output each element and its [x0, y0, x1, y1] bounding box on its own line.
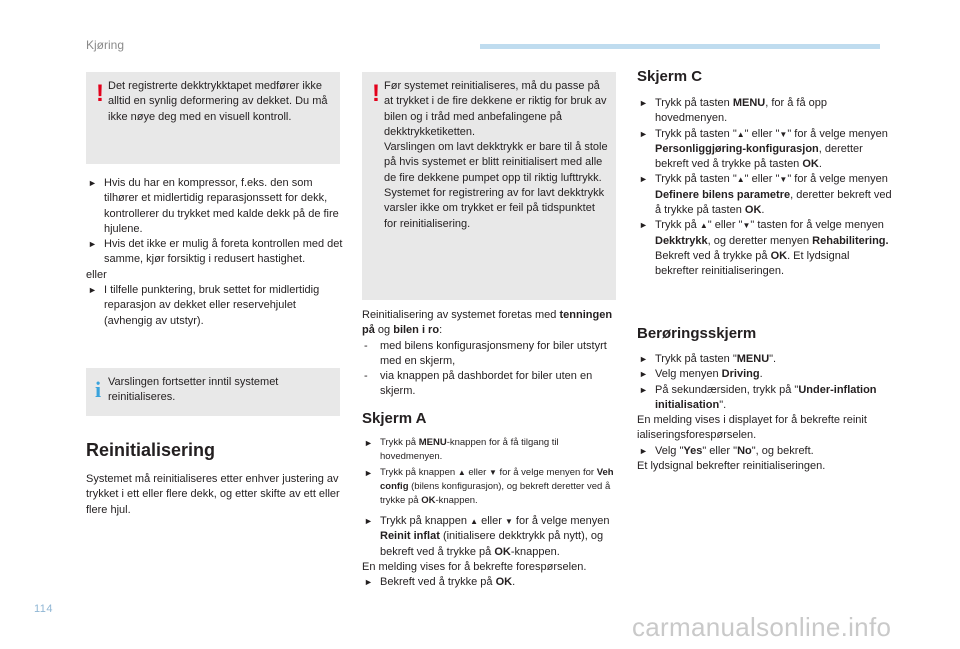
up-arrow-icon: ▲ — [470, 517, 479, 526]
confirm-message: En melding vises i displayet for å bekrefte reinit ialiseringsforespørselen. — [637, 414, 867, 442]
list-item: ► Trykk på MENU-knappen for å få tilgang til hovedmenyen. — [364, 437, 559, 462]
down-arrow-icon: ▼ — [488, 468, 497, 477]
arrow-bullet-icon: ► — [639, 369, 648, 380]
list-item: ► Trykk på tasten "▲" eller "▼" for å velge menyen Definere bilens parametre, deretter bekreft ved å trykke på tasten OK. — [639, 173, 892, 217]
up-arrow-icon: ▲ — [699, 221, 708, 231]
warning-box-left — [86, 72, 340, 164]
arrow-bullet-icon: ► — [88, 239, 97, 250]
page-number: 114 — [34, 603, 54, 615]
or-text: eller — [86, 268, 107, 281]
list-item: ► Trykk på knappen ▲ eller ▼ for å velge menyen Reinit inflat (initialisere dekktrykk på nytt), og bekreft ved å trykke på OK-knappen. — [364, 515, 610, 558]
arrow-bullet-icon: ► — [639, 128, 648, 139]
methods-intro: Reinitialisering av systemet foretas med tenningen på og bilen i ro: — [362, 309, 613, 337]
confirm-message: En melding vises for å bekrefte forespørselen. — [362, 560, 587, 573]
list-item: ► Hvis det ikke er mulig å foreta kontrollen med det samme, kjør forsiktig i redusert hastighet. — [88, 238, 343, 266]
list-item: ► På sekundærsiden, trykk på "Under-inflation initialisation". — [639, 383, 877, 411]
arrow-bullet-icon: ► — [88, 285, 97, 296]
warning-paragraph: Varslingen om lavt dekktrykk er bare til å stole på hvis systemet er blitt reinitialisert med alle de fire dekkene pumpet opp til riktig lufttrykk. — [384, 141, 608, 184]
up-arrow-icon: ▲ — [736, 175, 745, 185]
list-item: ► Hvis du har en kompressor, f.eks. den som tilhører et midlertidig reparasjonssett for dekk, kontrollerer du trykket med kalde dekk på de fire hjulene. — [88, 177, 339, 235]
down-arrow-icon: ▼ — [504, 517, 513, 526]
down-arrow-icon: ▼ — [742, 221, 751, 231]
list-item: ► Bekreft ved å trykke på OK. — [362, 575, 620, 590]
screen-a-steps — [362, 436, 620, 590]
info-text: Varslingen fortsetter inntil systemet reinitialiseres. — [108, 376, 279, 404]
warning-paragraph: Før systemet reinitialiseres, må du passe på at trykket i de fire dekkene er riktig for bruk av bilen og i tråd med anbefalingene på dekktrykketiketten. — [384, 80, 607, 138]
arrow-bullet-icon: ► — [639, 98, 648, 108]
warning-box-mid — [362, 72, 616, 300]
arrow-bullet-icon: ► — [639, 354, 648, 364]
list-item: ► Velg "Yes" eller "No", og bekreft. — [637, 444, 893, 459]
arrow-bullet-icon: ► — [639, 445, 648, 456]
end-text: Et lydsignal bekrefter reinitialiseringen. — [637, 460, 826, 473]
touchscreen-steps — [637, 352, 893, 474]
warning-text: Det registrerte dekktrykktapet medfører ikke alltid en synlig deformering av dekket. Du må ikke nøye deg med en visuell kontroll. — [108, 80, 328, 123]
reinit-methods — [362, 308, 618, 400]
down-arrow-icon: ▼ — [779, 129, 788, 139]
list-item: ► Trykk på knappen ▲ eller ▼ for å velge menyen for Veh config (bilens konfigurasjon), og bekreft deretter ved å trykke på OK-knappen. — [364, 467, 614, 506]
down-arrow-icon: ▼ — [779, 175, 788, 185]
up-arrow-icon: ▲ — [736, 129, 745, 139]
list-item: ► Trykk på tasten "MENU". — [637, 352, 893, 367]
arrow-bullet-icon: ► — [364, 516, 373, 526]
info-icon: i — [95, 377, 102, 402]
info-box-left — [86, 368, 340, 416]
arrow-bullet-icon: ► — [639, 174, 648, 185]
reinit-body: Systemet må reinitialiseres etter enhver justering av trykket i ett eller flere dekk, og etter skifte av ett eller flere hjul. — [86, 473, 340, 516]
list-item: ► Velg menyen Driving. — [637, 367, 893, 382]
list-item: ► I tilfelle punktering, bruk settet for midlertidig reparasjon av dekket eller reservehjulet (avhengig av utstyr). — [88, 284, 320, 327]
screen-c-steps — [637, 96, 893, 280]
watermark: carmanualsonline.info — [632, 612, 892, 642]
list-item: - via knappen på dashbordet for biler uten en skjerm. — [364, 370, 593, 398]
touchscreen-heading: Berøringsskjerm — [637, 325, 757, 342]
arrow-bullet-icon: ► — [639, 384, 648, 395]
list-item: ► Trykk på tasten "▲" eller "▼" for å velge menyen Personliggjøring-konfigurasjon, deretter bekreft ved å trykke på tasten OK. — [639, 127, 888, 171]
list-item: ► Trykk på ▲" eller "▼" tasten for å velge menyen Dekktrykk, og deretter menyen Rehabilitering. Bekreft ved å trykke på OK. Et lydsignal bekrefter reinitialiseringen. — [639, 219, 889, 278]
list-item: ► Trykk på tasten MENU, for å få opp hovedmenyen. — [639, 97, 828, 125]
arrow-bullet-icon: ► — [364, 438, 373, 448]
arrow-bullet-icon: ► — [364, 468, 373, 478]
warning-paragraph: Systemet for registrering av for lavt dekktrykk varsler ikke om trykket er feil på tidspunktet for reinitialisering. — [384, 187, 605, 230]
up-arrow-icon: ▲ — [457, 468, 466, 477]
header-bar — [480, 44, 880, 49]
warning-icon: ! — [372, 80, 380, 107]
section-title: Kjøring — [86, 38, 125, 52]
list-item: - med bilens konfigurasjonsmeny for biler utstyrt med en skjerm, — [364, 339, 607, 367]
arrow-bullet-icon: ► — [88, 178, 97, 188]
screen-c-heading: Skjerm C — [637, 68, 703, 85]
check-instructions — [86, 176, 344, 329]
warning-icon: ! — [96, 80, 104, 107]
arrow-bullet-icon: ► — [639, 220, 648, 231]
screen-a-heading: Skjerm A — [362, 410, 427, 427]
reinit-heading: Reinitialisering — [86, 440, 216, 460]
arrow-bullet-icon: ► — [364, 577, 373, 588]
